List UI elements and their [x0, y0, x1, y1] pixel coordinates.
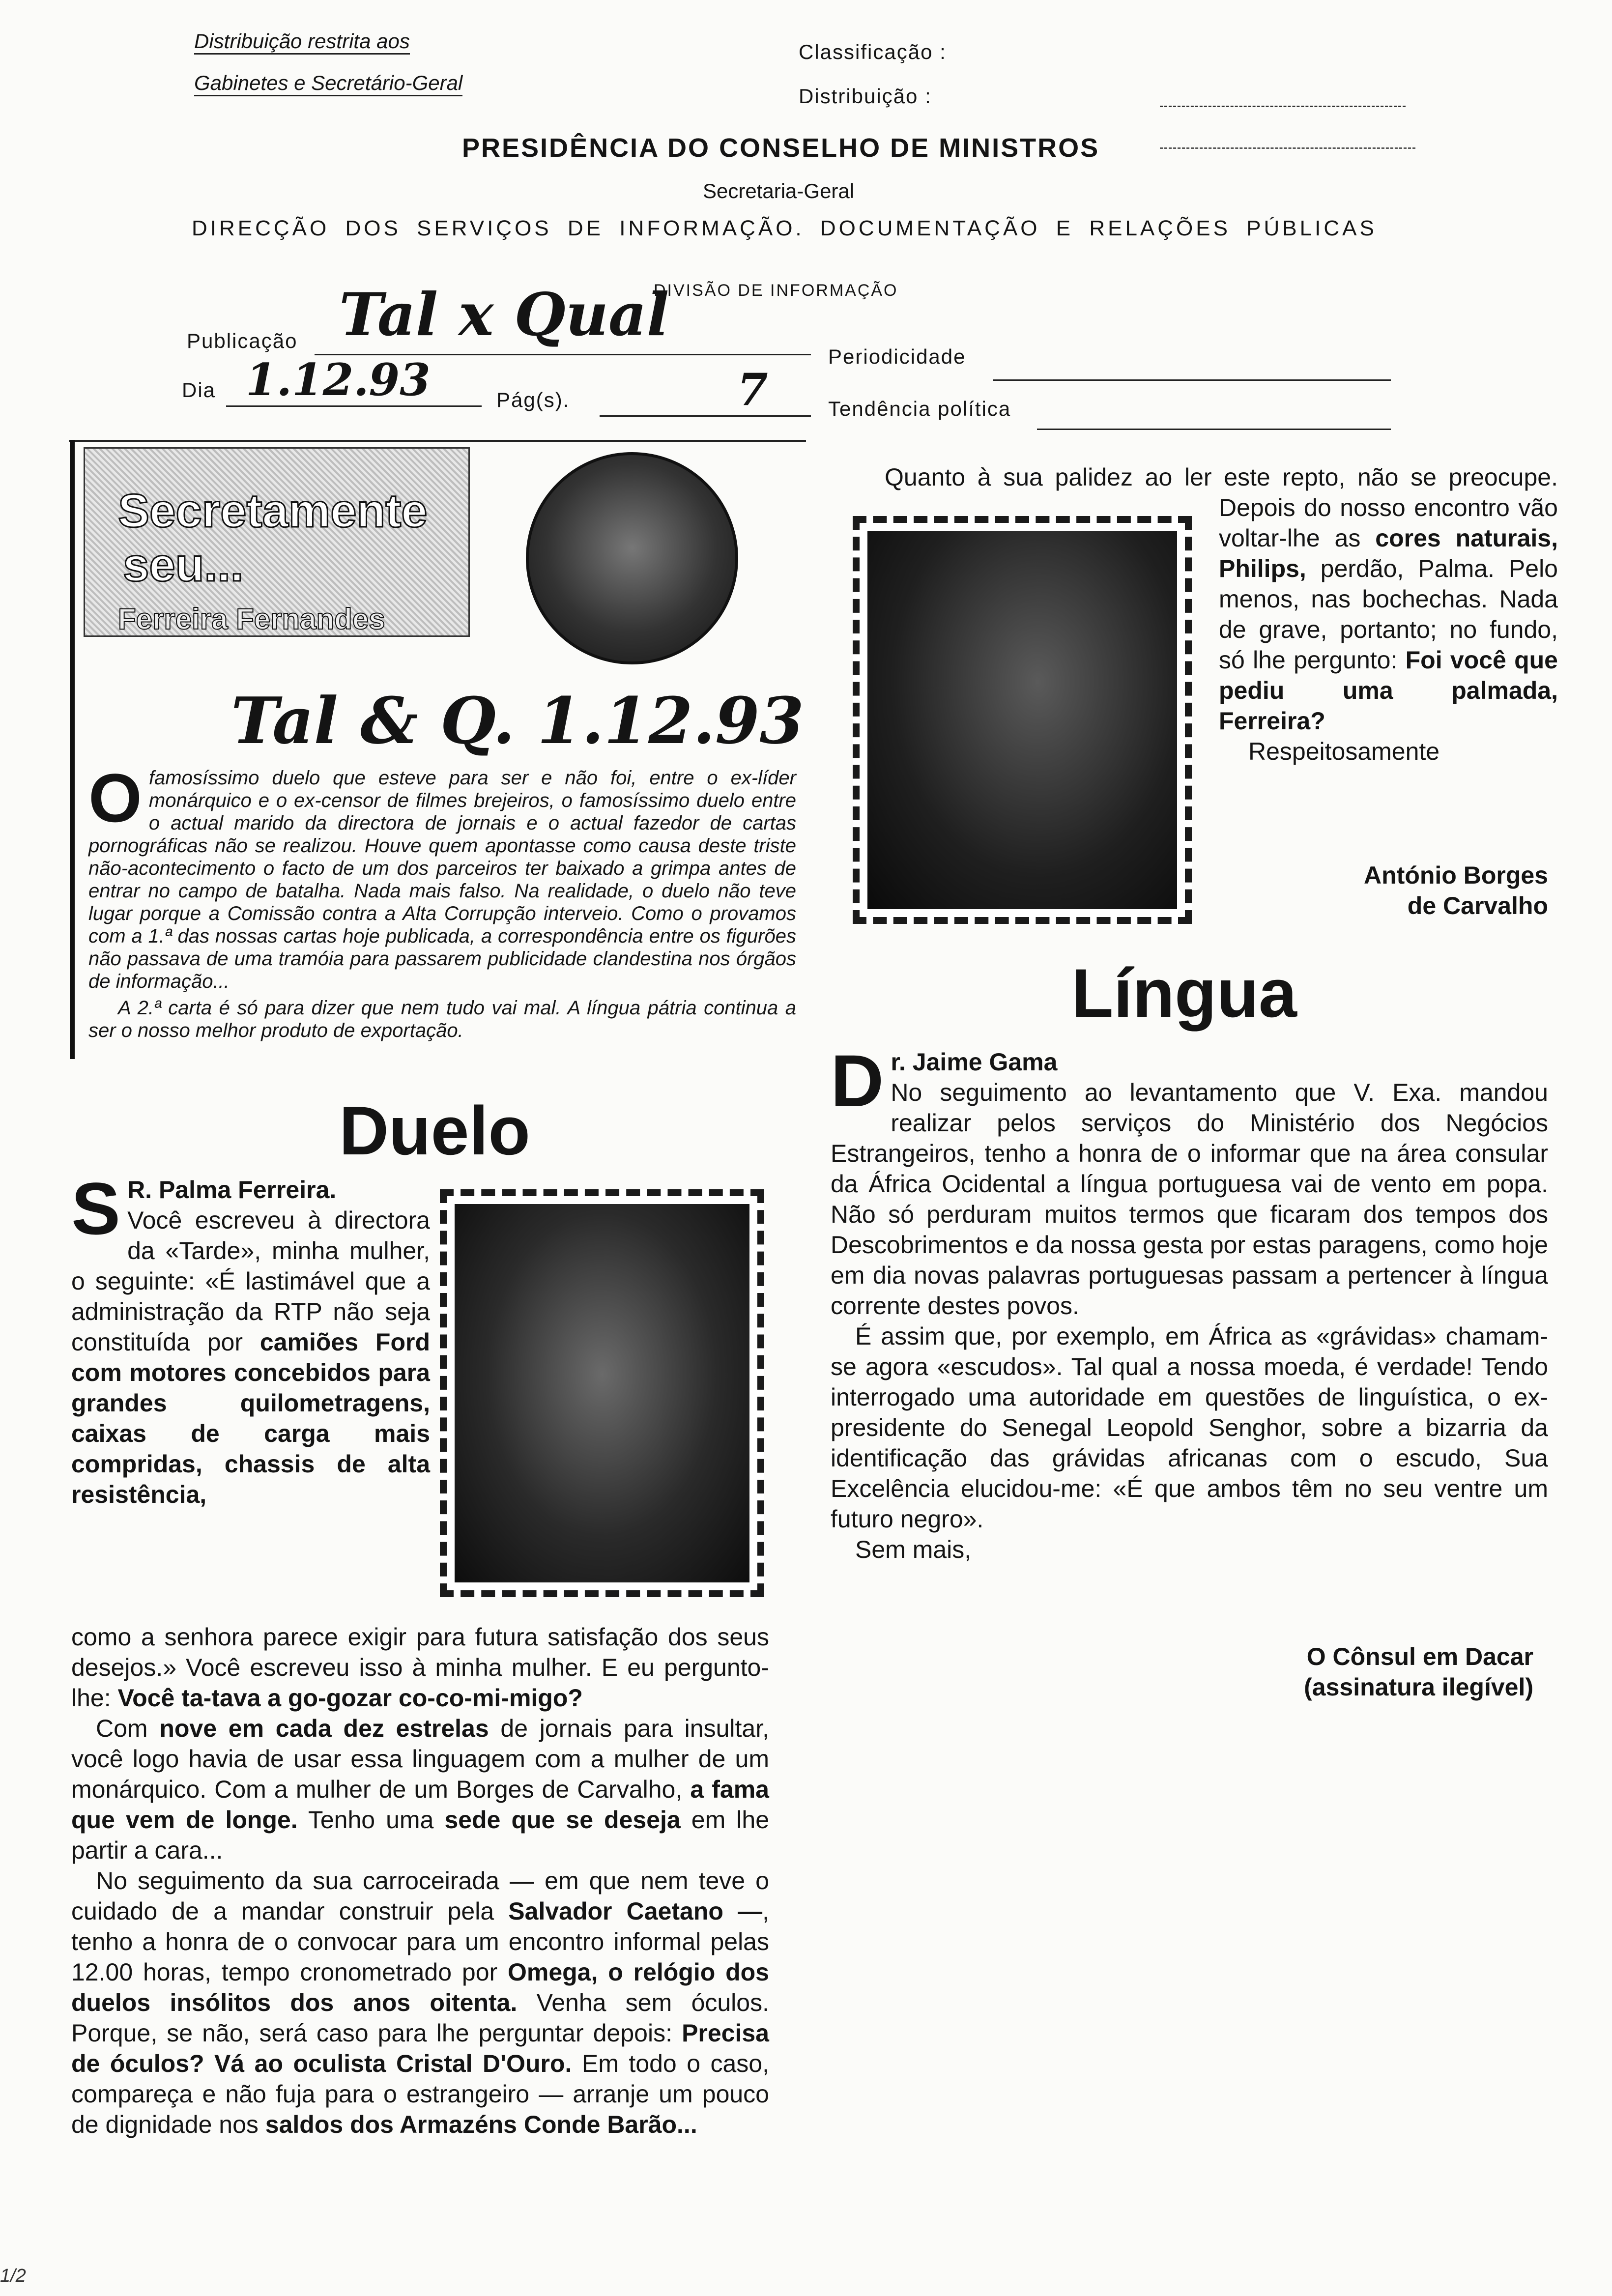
direccao: DIRECÇÃO DOS SERVIÇOS DE INFORMAÇÃO. DOCUMENTAÇÃO E RELAÇÕES PÚBLICAS [192, 216, 1377, 240]
lingua-signature-line2: (assinatura ilegível) [1304, 1673, 1533, 1701]
duelo-salutation: R. Palma Ferreira. [127, 1176, 337, 1204]
duelo-p3b: Salvador Caetano — [508, 1897, 763, 1925]
pags-handwritten: 7 [737, 364, 768, 416]
right-signature-line1: António Borges [1364, 861, 1548, 889]
duelo-p1a: Você escreveu à directora da «Tarde», minha mulher, o seguinte: «É lastimável que a administração da RTP não seja constituída por [71, 1206, 430, 1356]
publicacao-handwritten: Tal x Qual [339, 280, 669, 349]
duelo-p3h: saldos dos Armazéns Conde Barão... [265, 2111, 697, 2138]
classificacao-label: Classificação : [799, 40, 947, 63]
lingua-p2: É assim que, por exemplo, em África as «grávidas» chamam-se agora «escudos». Tal qual a nossa moeda, é verdade! Tendo interrogado uma autoridade em questões de linguística, o ex-presidente do Senegal Leopold Senghor, sobre a bizarria da identificação das grávidas africanas com o escudo, Sua Excelência elucidou-me: «É que ambos têm no seu ventre um futuro negro». [831, 1322, 1548, 1533]
lingua-body [831, 1039, 1548, 1565]
lingua-signature-line1: O Cônsul em Dacar [1306, 1643, 1533, 1670]
right-p1d: Foi você que pediu uma palmada, Ferreira? [1219, 646, 1558, 735]
duelo-dropcap: S [71, 1167, 121, 1250]
masthead-title-line1: Secretamente [118, 485, 428, 537]
page-mark: 1/2 [0, 2266, 26, 2286]
duelo-p3d: Omega, o relógio dos duelos insólitos dos anos oitenta. [71, 1958, 769, 2016]
periodicidade-label: Periodicidade [828, 345, 966, 368]
right-p1a: Quanto à sua palidez ao ler este repto, não se preocupe. Depois do nosso encontro vão voltar-lhe as [885, 463, 1558, 552]
divisao: DIVISÃO DE INFORMAÇÃO [654, 281, 898, 300]
pags-label: Pág(s). [496, 388, 570, 411]
dia-label: Dia [182, 378, 216, 402]
duelo-opening [71, 1167, 430, 1510]
duelo-p1d: Você ta-tava a go-gozar co-co-mi-migo? [117, 1684, 583, 1712]
duelo-p2d: a fama que vem de longe. [71, 1776, 769, 1834]
duelo-p2e: Tenho uma [297, 1806, 445, 1834]
duelo-body [71, 1622, 769, 2140]
secretaria: Secretaria-Geral [703, 179, 855, 202]
duelo-p3g: Em todo o caso, compareça e não fuja para o estrangeiro — arranje um pouco de dignidade nos [71, 2050, 769, 2138]
right-p1c: perdão, Palma. Pelo menos, nas bochechas. Nada de grave, portanto; no fundo, só lhe pergunto: [1219, 555, 1558, 674]
duelo-stamp-photo [440, 1189, 764, 1597]
duelo-title: Duelo [339, 1092, 530, 1169]
right-signature [1229, 860, 1548, 921]
lingua-p1: No seguimento ao levantamento que V. Exa. mandou realizar pelos serviços do Ministério dos Negócios Estrangeiros, tenho a honra de o informar que na área consular da África Ocidental a língua portuguesa vai de vento em popa. Não só perduram muitos termos que ficaram dos tempos dos Descobrimentos e da nossa gesta por estas paragens, como hoje em dia novas palavras portuguesas passam a pertencer à língua corrente destes povos. [831, 1079, 1548, 1320]
duelo-p2g: em lhe partir a cara... [71, 1806, 769, 1864]
pags-line [600, 415, 811, 417]
lingua-signature [1180, 1641, 1533, 1702]
right-p1b: cores naturais, Philips, [1219, 524, 1558, 582]
dia-handwritten: 1.12.93 [246, 354, 431, 406]
duelo-p2a: Com [96, 1715, 160, 1742]
tendencia-label: Tendência política [828, 397, 1011, 420]
duelo-p2b: nove em cada dez estrelas [159, 1715, 489, 1742]
tendencia-line [1037, 429, 1391, 430]
duelo-p3c: , tenho a honra de o convocar para um encontro informal pelas 12.00 horas, tempo cronometrado por [71, 1897, 769, 1986]
masthead-author: Ferreira Fernandes [118, 603, 385, 635]
right-signature-line2: de Carvalho [1407, 892, 1548, 919]
intro-text-2: A 2.ª carta é só para dizer que nem tudo vai mal. A língua pátria continua a ser o nosso melhor produto de exportação. [88, 997, 796, 1041]
lingua-closing: Sem mais, [855, 1536, 972, 1563]
duelo-p1c: como a senhora parece exigir para futura satisfação dos seus desejos.» Você escreveu isso à minha mulher. E eu pergunto-lhe: [71, 1623, 769, 1712]
duelo-p2c: de jornais para insultar, você logo havia de usar essa linguagem com a mulher de um monárquico. Com a mulher de um Borges de Carvalho, [71, 1715, 769, 1803]
distribuicao-line [1160, 106, 1406, 107]
masthead-title-line2: seu... [123, 539, 244, 591]
restricted-line-2: Gabinetes e Secretário-Geral [194, 71, 462, 96]
article-top-rule [69, 440, 806, 442]
distribuicao-label: Distribuição : [799, 85, 932, 108]
duelo-p3e: Venha sem óculos. Porque, se não, será caso para lhe perguntar depois: [71, 1989, 769, 2047]
lingua-title: Língua [1071, 954, 1297, 1032]
lingua-dropcap: D [831, 1039, 884, 1122]
duelo-p3f: Precisa de óculos? Vá ao oculista Cristal D'Ouro. [71, 2019, 769, 2077]
restricted-line-1: Distribuição restrita aos [194, 29, 410, 55]
duelo-p2f: sede que se deseja [444, 1806, 681, 1834]
publicacao-label: Publicação [187, 329, 298, 352]
duelo-p3a: No seguimento da sua carroceirada — em que nem teve o cuidado de a mandar construir pela [71, 1867, 769, 1925]
columnist-portrait [526, 452, 738, 664]
duelo-p1b: camiões Ford com motores concebidos para grandes quilometragens, caixas de carga mais compridas, chassis de alta resistência, [71, 1328, 430, 1508]
periodicidade-line [993, 379, 1391, 381]
intro-text: famosíssimo duelo que esteve para ser e não foi, entre o ex-líder monárquico e o ex-censor de filmes brejeiros, o famosíssimo duelo entre o actual marido da directora de jornais e o actual fazedor de cartas pornográficas não se realizou. Houve quem apontasse como causa deste triste não-acontecimento o facto de um dos parceiros ter baixado a grimpa antes de entrar no campo de batalha. Nada mais falso. Na realidade, o duelo não teve lugar porque a Comissão contra a Alta Corrupção interveio. Como o provamos com a 1.ª das nossas cartas hoje publicada, a correspondência entre os figurões não passava de uma tramóia para passarem publicidade clandestina nos órgãos de informação... [88, 767, 796, 992]
lingua-salutation: r. Jaime Gama [891, 1048, 1058, 1076]
right-closing: Respeitosamente [1248, 738, 1440, 765]
article-left-rule [70, 440, 75, 1059]
intro-block [88, 759, 796, 1042]
org-title: PRESIDÊNCIA DO CONSELHO DE MINISTROS [462, 133, 1100, 163]
intro-dropcap: O [88, 759, 142, 836]
handwritten-date-stamp: Tal & Q. 1.12.93 [231, 683, 804, 758]
org-title-rule [1160, 147, 1415, 149]
